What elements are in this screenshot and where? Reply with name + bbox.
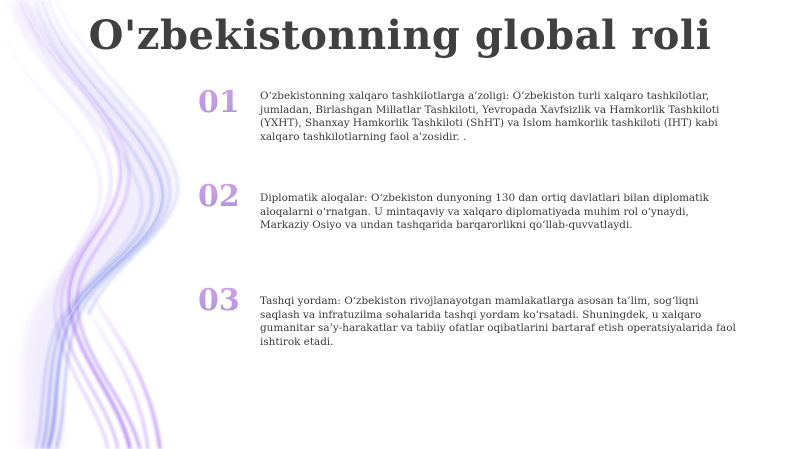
item-number-02: 02: [198, 180, 254, 214]
item-number-03: 03: [198, 284, 254, 318]
item-text-03: Tashqi yordam: O‘zbekiston rivojlanayotgan mamlakatlarga asosan ta’lim, sog‘liqni saqlash va infratuzilma sohalarida tashqi yordam ko‘rsatadi. Shuningdek, u xalqaro gumanitar sa’y-harakatlar va tabiiy ofatlar oqibatlarini bartaraf etish operatsiyalarida faol ishtirok etadi.: [260, 295, 736, 348]
decorative-smoke-ribbon: [0, 0, 230, 449]
item-text-02: Diplomatik aloqalar: O‘zbekiston dunyoning 130 dan ortiq davlatlari bilan diplomatik aloqalarni o‘rnatgan. U mintaqaviy va xalqaro diplomatiyada muhim rol o‘ynaydi, Markaziy Osiyo va undan tashqarida barqarorlikni qo‘llab-quvvatlaydi.: [260, 192, 709, 231]
item-text-01: O‘zbekistonning xalqaro tashkilotlarga a’zoligi: O‘zbekiston turli xalqaro tashkilotlar, jumladan, Birlashgan Millatlar Tashkiloti, Yevropada Xavfsizlik va Hamkorlik Tashkiloti (YXHT), Shanxay Hamkorlik Tashkiloti (ShHT) va Islom hamkorlik tashkiloti (IHT) kabi xalqaro tashkilotlarning faol a’zosidir. .: [260, 90, 720, 143]
item-number-01: 01: [198, 86, 254, 120]
page-title: O'zbekistonning global roli: [88, 12, 712, 59]
